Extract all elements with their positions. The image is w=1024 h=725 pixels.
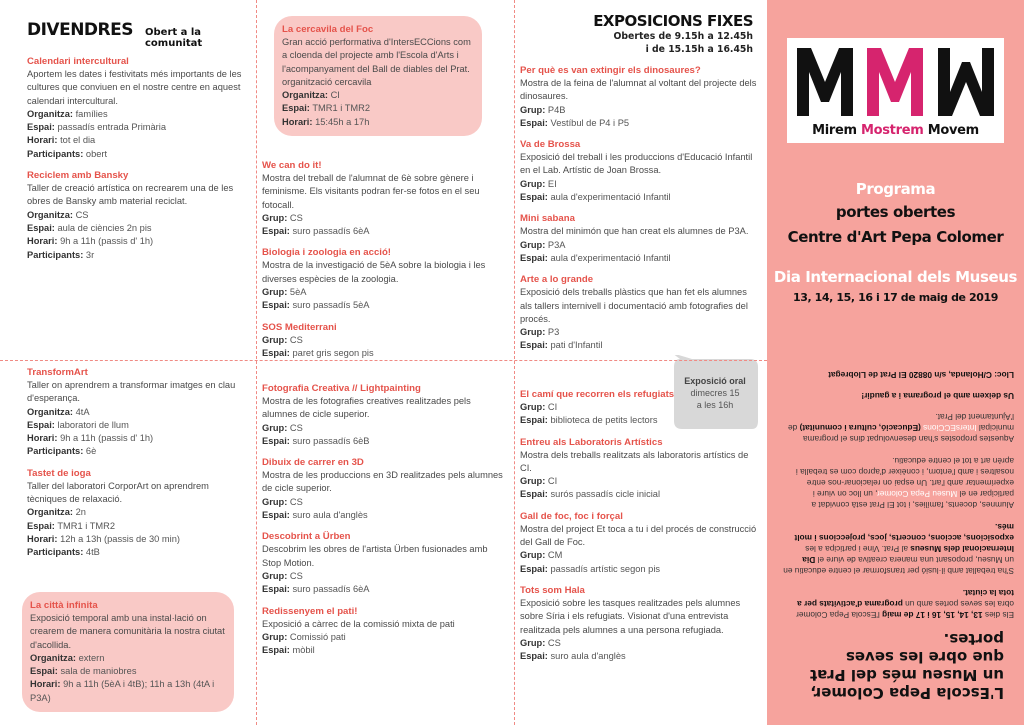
- bubble-line-2: a les 16h: [696, 400, 734, 410]
- event-detail-row: [27, 546, 246, 559]
- event-detail-row: [262, 286, 506, 299]
- mmm-logo-icon: [787, 38, 1004, 122]
- event-detail-row: [520, 117, 759, 130]
- event-description: Descobrim les obres de l'artista Ürben fusionades amb Stop Motion.: [262, 544, 488, 568]
- col2-events-top: [256, 159, 514, 368]
- detail-value: 6è: [85, 446, 97, 457]
- bubble-title: Exposició oral: [684, 376, 746, 386]
- event-item: [262, 456, 506, 522]
- detail-key: Grup:: [262, 631, 288, 642]
- mmm-logo: [787, 38, 1004, 143]
- event-item: [30, 599, 226, 705]
- fold-line-2: [514, 0, 515, 725]
- event-title: TransformArt: [27, 367, 88, 378]
- detail-key: Espai:: [262, 645, 290, 656]
- event-detail-row: [262, 631, 506, 644]
- detail-value: famílies: [75, 108, 108, 119]
- event-detail-row: [27, 445, 246, 458]
- detail-value: passadís artístic segon pis: [550, 563, 661, 574]
- friday-header: [27, 20, 256, 49]
- event-detail-row: [27, 406, 246, 419]
- event-detail-row: [30, 652, 226, 665]
- event-title: Biologia i zoologia en acció!: [262, 247, 391, 259]
- intro-p4: Aquestes propostes s'han desenvolupat dins el programa municipal IntersECCions (Educació, cultura i comunitat) de l'Ajuntament del Prat.: [788, 411, 1014, 445]
- detail-key: Espai:: [262, 347, 290, 358]
- program-dates: 13, 14, 15, 16 i 17 de maig de 2019: [792, 291, 999, 304]
- detail-key: Grup:: [520, 239, 546, 250]
- detail-key: Participants:: [27, 446, 84, 457]
- event-description: Gran acció performativa d'IntersECCions com a cloenda del projecte amb l'Escola d'Arts i l'acompanyament del Ball de diables del Prat. organització cercavila: [282, 37, 471, 87]
- intro-p5: Us deixem amb el programa i a gaudir!: [861, 390, 1014, 401]
- event-title: Calendari intercultural: [27, 56, 129, 67]
- detail-value: CS: [75, 209, 89, 220]
- event-item: [282, 23, 474, 129]
- event-description: Exposició sobre les tasques realitzades pels alumnes sobre Síria i els refugiats. Visionat d'una entrevista realitzada pels alumnes a una persona refugiada.: [520, 597, 741, 635]
- detail-value: surós passadís cicle inicial: [550, 489, 661, 500]
- event-detail-row: [520, 104, 759, 117]
- detail-key: Participants:: [27, 148, 84, 159]
- event-title: We can do it!: [262, 160, 322, 171]
- event-item: [27, 169, 246, 262]
- event-detail-row: [27, 134, 246, 147]
- event-detail-row: [262, 225, 506, 238]
- detail-value: sala de maniobres: [60, 666, 137, 677]
- event-detail-row: [262, 347, 506, 360]
- logo-tagline: [787, 123, 1004, 138]
- event-detail-row: [520, 339, 759, 352]
- event-detail-row: [30, 665, 226, 678]
- event-detail-row: [520, 488, 759, 501]
- detail-value: CI: [547, 402, 558, 412]
- event-item: [520, 273, 759, 352]
- event-detail-row: [520, 549, 759, 562]
- event-description: Taller del laboratori CorporArt on aprendrem tècniques de relaxació.: [27, 480, 209, 505]
- detail-key: Espai:: [262, 300, 290, 311]
- detail-key: Espai:: [30, 666, 58, 677]
- event-detail-row: [27, 520, 246, 533]
- detail-value: 4tB: [85, 547, 100, 558]
- event-title: El camí que recorren els refugiats: [520, 389, 675, 400]
- detail-value: passadís entrada Primària: [57, 122, 167, 133]
- detail-value: aula d'experimentació Infantil: [550, 252, 671, 263]
- event-detail-row: [27, 432, 246, 445]
- event-detail-row: [520, 191, 759, 204]
- detail-value: aula d'experimentació Infantil: [550, 192, 671, 203]
- event-detail-row: [520, 563, 759, 576]
- opening-hours-1: Obertes de 9.15h a 12.45h: [613, 31, 753, 42]
- detail-key: Grup:: [520, 104, 546, 115]
- event-description: Taller on aprendrem a transformar imatges en clau d'esperança.: [27, 380, 236, 404]
- detail-value: mòbil: [292, 645, 315, 656]
- detail-key: Grup:: [262, 334, 288, 345]
- event-description: Mostra de les produccions en 3D realitzades pels alumnes de cicle superior.: [262, 470, 503, 494]
- detail-key: Organitza:: [27, 507, 73, 518]
- event-description: Exposició a càrrec de la comissió mixta de pati: [262, 618, 455, 629]
- detail-value: CI: [330, 90, 340, 101]
- detail-value: pati d'Infantil: [550, 340, 603, 351]
- detail-key: Espai:: [282, 103, 310, 114]
- event-item: [262, 246, 506, 312]
- detail-value: obert: [85, 148, 108, 159]
- event-title: Reciclem amb Bansky: [27, 170, 129, 182]
- event-description: Mostra de la feina de l'alumnat al voltant del projecte dels dinosaures.: [520, 78, 757, 102]
- event-item: [262, 159, 506, 238]
- opening-hours-2: i de 15.15h a 16.45h: [645, 44, 753, 55]
- detail-key: Horari:: [27, 236, 58, 247]
- event-item: [520, 584, 759, 663]
- detail-value: P3: [547, 327, 560, 338]
- detail-value: P4B: [547, 104, 566, 115]
- bubble-line-1: dimecres 15: [690, 388, 740, 398]
- event-title: Arte a lo grande: [520, 274, 594, 286]
- highlight-box-citta: [22, 592, 234, 712]
- event-detail-row: [27, 108, 246, 121]
- event-description: Mostra del minimón que han creat els alumnes de P3A.: [520, 226, 749, 237]
- detail-key: Espai:: [520, 192, 548, 203]
- event-item: [520, 64, 759, 130]
- detail-value: paret gris segon pis: [292, 347, 374, 358]
- detail-value: 3r: [85, 249, 95, 260]
- event-detail-row: [520, 239, 759, 252]
- detail-value: tot el dia: [60, 135, 96, 146]
- event-detail-row: [520, 326, 759, 339]
- detail-value: 9h a 11h (5èA i 4tB); 11h a 13h (4tA i P3A): [30, 679, 215, 703]
- detail-value: suro passadís 6èA: [292, 226, 370, 237]
- event-item: [27, 55, 246, 161]
- event-item: [262, 605, 506, 658]
- event-detail-row: [27, 148, 246, 161]
- event-title: Gall de foc, foc i forçal: [520, 510, 623, 522]
- detail-key: Grup:: [520, 178, 546, 189]
- detail-value: 2n: [75, 507, 86, 518]
- event-item: [520, 138, 759, 204]
- detail-key: Espai:: [262, 510, 290, 521]
- event-detail-row: [262, 299, 506, 312]
- event-detail-row: [262, 570, 506, 583]
- detail-key: Espai:: [520, 415, 548, 426]
- program-museum-day: Dia Internacional dels Museus: [773, 268, 1018, 286]
- event-detail-row: [282, 102, 474, 115]
- event-item: [27, 366, 246, 459]
- event-title: Tots som Hala: [520, 584, 585, 596]
- tag-mirem: Mirem: [812, 123, 857, 138]
- event-detail-row: [262, 496, 506, 509]
- detail-key: Organitza:: [30, 652, 76, 663]
- detail-key: Participants:: [27, 547, 84, 558]
- detail-value: CS: [289, 212, 303, 223]
- event-detail-row: [262, 509, 506, 522]
- fold-line-horizontal: [0, 360, 767, 361]
- event-detail-row: [30, 678, 226, 705]
- detail-key: Grup:: [520, 402, 546, 412]
- detail-key: Espai:: [520, 651, 548, 662]
- detail-value: P3A: [547, 239, 566, 250]
- tag-movem: Movem: [927, 123, 979, 138]
- detail-value: 9h a 11h (passis d' 1h): [60, 433, 154, 444]
- fold-line-1: [256, 0, 257, 725]
- detail-value: CS: [547, 637, 561, 648]
- event-title: Redissenyem el pati!: [262, 605, 358, 617]
- program-centre-name: Centre d'Art Pepa Colomer: [787, 228, 1004, 246]
- col2-events-bottom: [256, 382, 514, 665]
- friday-column: [0, 0, 256, 725]
- detail-value: suro passadís 6èA: [292, 584, 370, 595]
- detail-key: Organitza:: [27, 406, 73, 417]
- detail-value: suro passadís 6èB: [292, 435, 370, 446]
- detail-key: Espai:: [520, 563, 548, 574]
- detail-key: Espai:: [27, 419, 55, 430]
- event-detail-row: [282, 89, 474, 102]
- detail-value: TMR1 i TMR2: [57, 520, 116, 531]
- detail-key: Espai:: [520, 252, 548, 263]
- program-cover-column: [767, 0, 1024, 725]
- program-open-doors: portes obertes: [835, 203, 956, 221]
- upside-down-intro: [767, 366, 1024, 720]
- detail-key: Espai:: [262, 435, 290, 446]
- event-title: Descobrint a Ürben: [262, 531, 351, 543]
- detail-value: biblioteca de petits lectors: [550, 415, 658, 426]
- detail-value: EI: [547, 178, 557, 189]
- friday-title: DIVENDRES: [27, 20, 133, 40]
- event-detail-row: [520, 178, 759, 191]
- detail-key: Horari:: [27, 135, 58, 146]
- tag-mostrem: Mostrem: [860, 123, 924, 138]
- event-item: [262, 530, 506, 596]
- detail-key: Horari:: [27, 533, 58, 544]
- highlight-box-cercavila: [274, 16, 482, 136]
- detail-value: laboratori de llum: [57, 419, 129, 430]
- event-detail-row: [262, 212, 506, 225]
- detail-key: Grup:: [262, 422, 288, 433]
- event-detail-row: [27, 419, 246, 432]
- events-column-2: [256, 0, 514, 725]
- event-detail-row: [520, 637, 759, 650]
- detail-key: Participants:: [27, 249, 84, 260]
- detail-value: 9h a 11h (passis d' 1h): [60, 236, 154, 247]
- event-item: [27, 467, 246, 560]
- event-detail-row: [282, 116, 474, 129]
- detail-value: aula de ciències 2n pis: [57, 222, 152, 233]
- event-detail-row: [27, 249, 246, 262]
- event-detail-row: [262, 583, 506, 596]
- event-title: La cercavila del Foc: [282, 24, 374, 35]
- event-description: Exposició temporal amb una instal·lació on crearem de manera comunitària la nostra ciutat d'acollida.: [30, 613, 225, 650]
- event-item: [262, 382, 506, 448]
- detail-key: Espai:: [520, 340, 548, 351]
- event-description: Mostra del treball de l'alumnat de 6è sobre gènere i feminisme. Els visitants podran fer-se fotos en el seu fotocall.: [262, 173, 480, 210]
- detail-value: 12h a 13h (passis de 30 min): [60, 533, 180, 544]
- detail-value: Vestíbul de P4 i P5: [550, 117, 630, 128]
- detail-key: Grup:: [262, 496, 288, 507]
- event-detail-row: [262, 644, 506, 657]
- intro-p3: Alumnes, docents, famílies, i tot El Prat està convidat a participar en el Museu Pepa Colomer, un lloc on viure i experimentar amb l'art. Un espai on relacionar-nos entre nosaltres i amb l'entorn, i conèixer d'aprop com es treballa i aprèn art a tot el centre educatiu.: [795, 455, 1014, 511]
- detail-key: Grup:: [520, 637, 546, 648]
- detail-key: Espai:: [262, 584, 290, 595]
- event-item: [262, 321, 506, 361]
- detail-key: Espai:: [520, 117, 548, 128]
- event-description: Taller de creació artística on recrearem una de les obres de Bansky amb material reciclat.: [27, 183, 234, 207]
- detail-key: Espai:: [27, 122, 55, 133]
- event-description: Mostra dels treballs realitzats als laboratoris artístics de CI.: [520, 449, 749, 473]
- event-title: Fotografia Creativa // Lightpainting: [262, 383, 421, 394]
- event-title: Tastet de ioga: [27, 467, 91, 479]
- detail-key: Espai:: [27, 222, 55, 233]
- intro-p1: Els dies 13, 14, 15, 16 i 17 de maig l'Escola Pepa Colomer obra les seves portes amb un programa d'activitats per a tota la ciutat.: [796, 587, 1014, 620]
- detail-key: Espai:: [27, 520, 55, 531]
- detail-value: CS: [289, 496, 303, 507]
- event-title: SOS Mediterrani: [262, 321, 337, 333]
- detail-key: Organitza:: [282, 90, 328, 101]
- event-detail-row: [27, 209, 246, 222]
- event-detail-row: [262, 422, 506, 435]
- event-title: Va de Brossa: [520, 139, 581, 151]
- friday-events-bottom: [0, 366, 256, 568]
- intro-p2: S'ha treballat amb il·lusió per transformar el centre educatiu en un Museu, proposant una manera creativa de viure el Dia Internacional dels Museus al Prat. Vine i participa a les exposicions, accions, concerts, jocs, projeccions i molt més.: [783, 521, 1014, 577]
- event-detail-row: [520, 252, 759, 265]
- detail-key: Espai:: [520, 489, 548, 500]
- fixed-exhibitions-header: [593, 12, 753, 56]
- detail-value: 4tA: [75, 406, 90, 417]
- detail-value: suro passadís 5èA: [292, 300, 370, 311]
- detail-key: Espai:: [262, 226, 290, 237]
- event-description: Aportem les dates i festivitats més importants de les cultures que conviuen en el nostre centre en aquest calendari intercultural.: [27, 69, 242, 106]
- event-item: [520, 436, 759, 502]
- friday-events-top: [0, 55, 256, 270]
- detail-key: Horari:: [282, 116, 313, 127]
- detail-value: CM: [547, 550, 563, 561]
- intro-title: L'Escola Pepa Colomer, un Museu més del Prat que obre les seves portes.: [809, 630, 1004, 702]
- detail-value: Comissió pati: [289, 631, 346, 642]
- detail-value: 15:45h a 17h: [315, 116, 370, 127]
- detail-value: extern: [78, 652, 105, 663]
- event-title: Entreu als Laboratoris Artístics: [520, 436, 663, 448]
- event-detail-row: [27, 121, 246, 134]
- intro-p6: Lloc: C/Holanda, s/n 08820 El Prat de Llobregat: [828, 369, 1014, 380]
- event-detail-row: [27, 222, 246, 235]
- event-description: Exposició del treball i les produccions d'Educació Infantil en el Lab. Artístic de Joan Brossa.: [520, 152, 753, 176]
- detail-value: CI: [547, 476, 558, 487]
- friday-subtitle: Obert a la comunitat: [145, 27, 203, 49]
- oral-exhibition-bubble: [670, 355, 760, 433]
- detail-key: Organitza:: [27, 108, 73, 119]
- event-title: La città infinita: [30, 600, 98, 611]
- event-detail-row: [262, 435, 506, 448]
- col3-events-top: [514, 64, 767, 361]
- event-detail-row: [520, 650, 759, 663]
- event-title: Dibuix de carrer en 3D: [262, 457, 364, 469]
- program-heading: Programa: [855, 180, 936, 198]
- detail-value: CS: [289, 570, 303, 581]
- event-detail-row: [27, 533, 246, 546]
- detail-key: Grup:: [520, 550, 546, 561]
- event-title: Per què es van extingir els dinosaures?: [520, 65, 701, 76]
- event-detail-row: [520, 475, 759, 488]
- detail-key: Grup:: [262, 287, 288, 298]
- event-detail-row: [27, 506, 246, 519]
- event-description: Mostra del project Et toca a tu i del procés de construcció del Gall de Foc.: [520, 523, 757, 548]
- detail-key: Grup:: [262, 212, 288, 223]
- event-item: [520, 510, 759, 576]
- detail-key: Grup:: [520, 327, 546, 338]
- event-description: Mostra de la investigació de 5èA sobre la biologia i les diverses espècies de la zoologia.: [262, 260, 486, 284]
- detail-value: 5èA: [289, 287, 307, 298]
- fixed-exhibitions-title: EXPOSICIONS FIXES: [593, 12, 753, 30]
- detail-value: TMR1 i TMR2: [312, 103, 371, 114]
- detail-value: CS: [289, 422, 303, 433]
- detail-key: Grup:: [262, 570, 288, 581]
- event-description: Exposició dels treballs plàstics que han fet els alumnes als tallers internivell i documentació amb fotografies del procés.: [520, 287, 748, 324]
- detail-key: Organitza:: [27, 209, 73, 220]
- detail-value: suro aula d'anglès: [550, 651, 626, 662]
- detail-value: CS: [289, 334, 303, 345]
- detail-value: suro aula d'anglès: [292, 510, 368, 521]
- detail-key: Horari:: [27, 433, 58, 444]
- event-detail-row: [262, 334, 506, 347]
- event-description: Mostra de les fotografies creatives realitzades pels alumnes de cicle superior.: [262, 396, 471, 420]
- detail-key: Grup:: [520, 476, 546, 487]
- detail-key: Horari:: [30, 679, 61, 690]
- event-item: [520, 212, 759, 265]
- event-title: Mini sabana: [520, 213, 575, 225]
- event-detail-row: [27, 235, 246, 248]
